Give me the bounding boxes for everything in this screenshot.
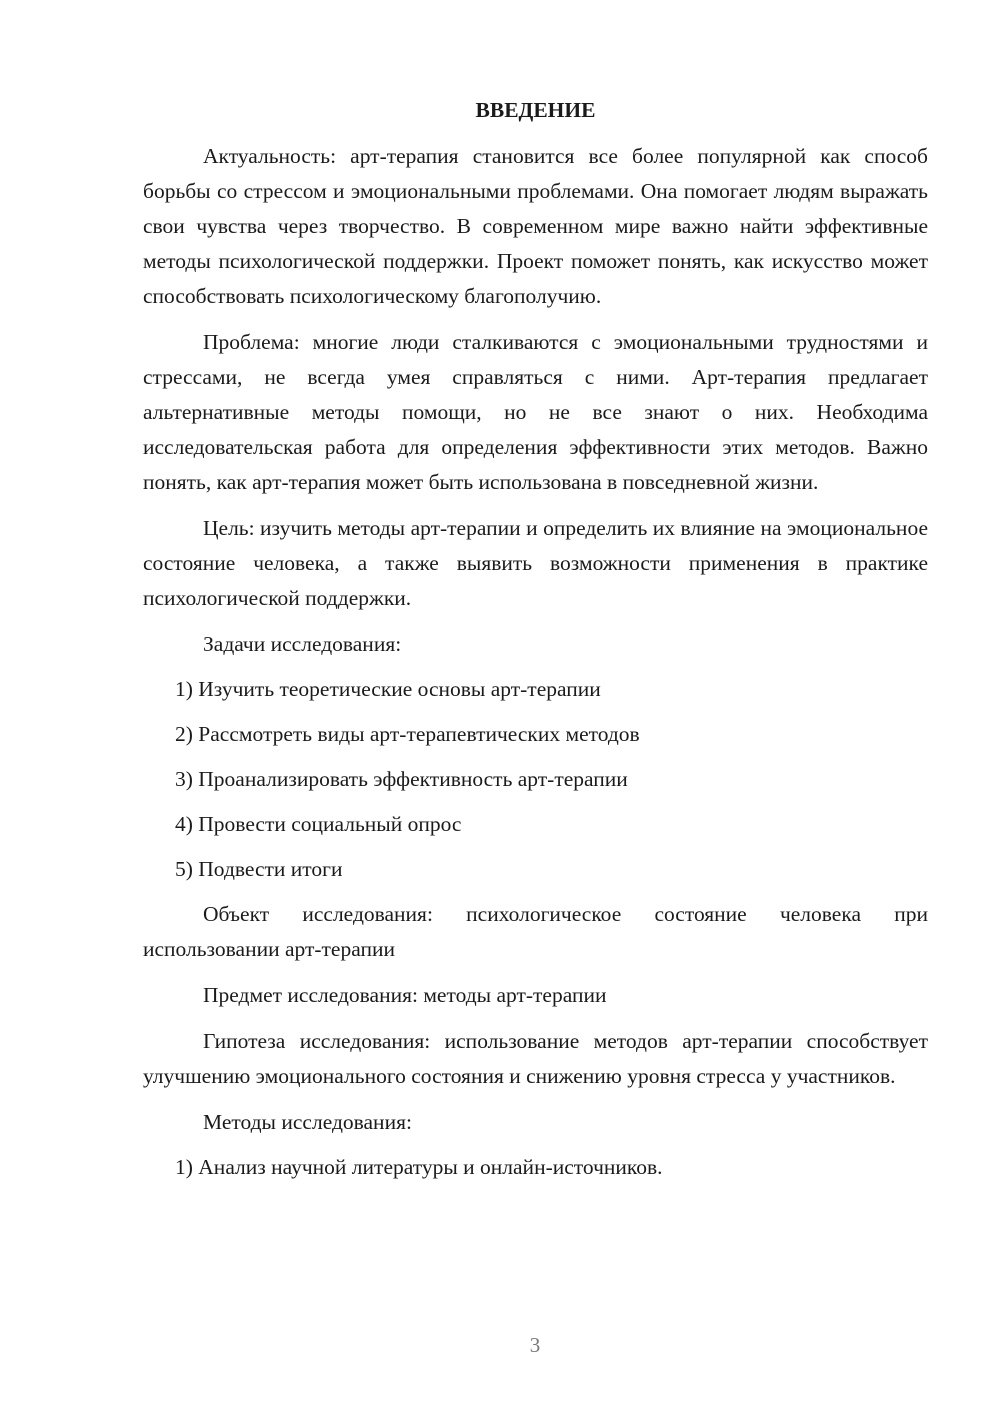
page-title: ВВЕДЕНИЕ — [475, 98, 596, 122]
tasks-list — [143, 672, 928, 887]
list-item: 5) Подвести итоги — [175, 857, 343, 881]
relevance-paragraph: Актуальность: арт-терапия становится все более популярной как способ борьбы со стрессом и эмоциональными проблемами. Она помогает людям выражать свои чувства через творчество. В современном мире важно найти эффективные методы психологической поддержки. Проект поможет понять, как искусство может способствовать психологическому благополучию. — [143, 144, 928, 308]
document-page — [143, 95, 928, 1195]
hypothesis-paragraph: Гипотеза исследования: использование методов арт-терапии способствует улучшению эмоционального состояния и снижению уровня стресса у участников. — [143, 1029, 928, 1088]
tasks-heading: Задачи исследования: — [203, 632, 402, 656]
list-item: 1) Анализ научной литературы и онлайн-источников. — [175, 1155, 663, 1179]
methods-heading: Методы исследования: — [203, 1110, 412, 1134]
page-number: 3 — [529, 1333, 541, 1357]
list-item: 4) Провести социальный опрос — [175, 812, 462, 836]
list-item: 2) Рассмотреть виды арт-терапевтических методов — [175, 722, 640, 746]
problem-paragraph: Проблема: многие люди сталкиваются с эмоциональными трудностями и стрессами, не всегда умея справляться с ними. Арт-терапия предлагает альтернативные методы помощи, но не все знают о них. Необходима исследовательская работа для определения эффективности этих методов. Важно понять, как арт-терапия может быть использована в повседневной жизни. — [143, 330, 928, 494]
methods-list — [143, 1150, 928, 1185]
list-item: 3) Проанализировать эффективность арт-терапии — [175, 767, 628, 791]
goal-paragraph: Цель: изучить методы арт-терапии и определить их влияние на эмоциональное состояние человека, а также выявить возможности применения в практике психологической поддержки. — [143, 516, 928, 610]
object-paragraph: Объект исследования: психологическое состояние человека при использовании арт-терапии — [143, 902, 928, 961]
subject-paragraph: Предмет исследования: методы арт-терапии — [203, 983, 607, 1007]
list-item: 1) Изучить теоретические основы арт-терапии — [175, 677, 601, 701]
